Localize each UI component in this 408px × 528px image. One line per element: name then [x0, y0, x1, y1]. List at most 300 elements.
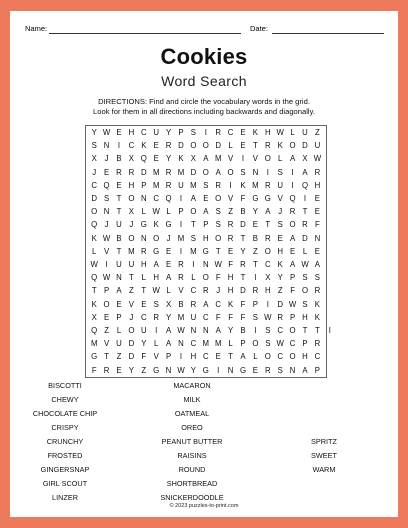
- grid-letter[interactable]: G: [202, 246, 209, 256]
- grid-letter[interactable]: B: [252, 233, 258, 243]
- grid-letter[interactable]: I: [328, 326, 331, 335]
- grid-letter[interactable]: A: [165, 326, 172, 335]
- grid-letter[interactable]: Q: [91, 326, 98, 335]
- grid-letter[interactable]: O: [227, 167, 234, 177]
- grid-letter[interactable]: R: [202, 286, 209, 296]
- grid-letter[interactable]: E: [116, 299, 122, 309]
- grid-letter[interactable]: E: [314, 194, 320, 203]
- grid-letter[interactable]: M: [177, 233, 185, 243]
- grid-letter[interactable]: I: [179, 194, 183, 203]
- grid-letter[interactable]: T: [91, 286, 97, 296]
- grid-letter[interactable]: V: [227, 154, 234, 164]
- grid-letter[interactable]: X: [190, 154, 196, 164]
- grid-letter[interactable]: P: [103, 286, 110, 296]
- grid-letter[interactable]: A: [165, 339, 172, 349]
- grid-letter[interactable]: O: [252, 339, 259, 349]
- grid-letter[interactable]: K: [91, 233, 97, 243]
- grid-letter[interactable]: T: [265, 220, 271, 230]
- grid-letter[interactable]: A: [203, 154, 209, 164]
- grid-letter[interactable]: Y: [277, 273, 283, 283]
- grid-letter[interactable]: M: [190, 246, 197, 256]
- grid-letter[interactable]: L: [253, 352, 258, 362]
- grid-letter[interactable]: B: [240, 207, 246, 217]
- grid-letter[interactable]: C: [153, 194, 160, 203]
- grid-letter[interactable]: Z: [116, 352, 122, 362]
- grid-letter[interactable]: E: [153, 154, 159, 164]
- grid-letter[interactable]: M: [190, 180, 197, 190]
- grid-letter[interactable]: R: [215, 180, 222, 190]
- name-line[interactable]: [49, 33, 241, 34]
- grid-letter[interactable]: Y: [141, 339, 147, 349]
- grid-letter[interactable]: A: [240, 352, 246, 362]
- grid-letter[interactable]: L: [278, 154, 283, 164]
- grid-letter[interactable]: W: [276, 339, 284, 349]
- grid-letter[interactable]: L: [141, 207, 146, 217]
- grid-letter[interactable]: R: [215, 128, 222, 137]
- grid-letter[interactable]: M: [202, 339, 210, 349]
- grid-letter[interactable]: G: [239, 365, 247, 375]
- grid-letter[interactable]: E: [314, 246, 320, 256]
- grid-letter[interactable]: H: [153, 273, 160, 283]
- grid-letter[interactable]: C: [140, 312, 147, 322]
- grid-letter[interactable]: D: [240, 220, 246, 230]
- grid-letter[interactable]: W: [313, 154, 322, 164]
- grid-letter[interactable]: O: [103, 299, 110, 309]
- grid-letter[interactable]: E: [240, 128, 246, 137]
- grid-letter[interactable]: C: [140, 128, 147, 137]
- grid-letter[interactable]: I: [179, 220, 183, 230]
- grid-letter[interactable]: E: [215, 352, 221, 362]
- grid-letter[interactable]: N: [314, 233, 321, 243]
- grid-letter[interactable]: F: [91, 365, 97, 375]
- grid-letter[interactable]: M: [90, 339, 98, 349]
- grid-letter[interactable]: R: [264, 141, 271, 151]
- grid-letter[interactable]: U: [153, 128, 160, 137]
- grid-letter[interactable]: A: [302, 167, 308, 177]
- grid-letter[interactable]: S: [103, 194, 110, 203]
- grid-letter[interactable]: U: [277, 180, 284, 190]
- grid-letter[interactable]: A: [302, 365, 308, 375]
- grid-letter[interactable]: L: [154, 339, 159, 349]
- grid-letter[interactable]: L: [228, 339, 233, 349]
- grid-letter[interactable]: C: [190, 286, 197, 296]
- grid-letter[interactable]: N: [202, 260, 209, 269]
- grid-letter[interactable]: L: [92, 246, 97, 256]
- grid-letter[interactable]: C: [227, 128, 234, 137]
- grid-letter[interactable]: W: [102, 233, 111, 243]
- grid-letter[interactable]: P: [178, 207, 184, 217]
- grid-letter[interactable]: Q: [289, 194, 296, 203]
- grid-letter[interactable]: Y: [91, 128, 97, 137]
- grid-letter[interactable]: I: [229, 180, 232, 190]
- grid-letter[interactable]: I: [266, 299, 269, 309]
- grid-letter[interactable]: H: [202, 233, 209, 243]
- grid-letter[interactable]: D: [215, 141, 222, 151]
- grid-letter[interactable]: H: [314, 180, 321, 190]
- grid-letter[interactable]: D: [302, 141, 308, 151]
- grid-letter[interactable]: H: [190, 352, 197, 362]
- grid-letter[interactable]: I: [117, 141, 121, 151]
- grid-letter[interactable]: G: [202, 365, 209, 375]
- grid-letter[interactable]: C: [314, 352, 321, 362]
- grid-letter[interactable]: Y: [165, 312, 172, 322]
- grid-letter[interactable]: S: [215, 207, 221, 217]
- grid-letter[interactable]: Z: [277, 286, 283, 296]
- grid-letter[interactable]: B: [116, 154, 122, 164]
- grid-letter[interactable]: J: [216, 286, 221, 296]
- grid-letter[interactable]: E: [203, 194, 209, 203]
- grid-letter[interactable]: S: [277, 220, 283, 230]
- grid-letter[interactable]: U: [302, 128, 308, 137]
- grid-letter[interactable]: N: [252, 167, 259, 177]
- grid-letter[interactable]: R: [116, 167, 122, 177]
- grid-letter[interactable]: A: [165, 273, 172, 283]
- grid-letter[interactable]: H: [264, 128, 271, 137]
- grid-letter[interactable]: T: [141, 286, 147, 296]
- grid-letter[interactable]: O: [128, 194, 135, 203]
- grid-letter[interactable]: E: [116, 180, 122, 190]
- grid-letter[interactable]: A: [265, 207, 271, 217]
- grid-letter[interactable]: C: [91, 180, 98, 190]
- grid-letter[interactable]: R: [227, 220, 234, 230]
- grid-letter[interactable]: Z: [315, 128, 320, 137]
- grid-letter[interactable]: E: [165, 260, 172, 269]
- grid-letter[interactable]: E: [252, 365, 258, 375]
- grid-letter[interactable]: S: [265, 326, 271, 335]
- grid-letter[interactable]: S: [252, 312, 258, 322]
- grid-letter[interactable]: R: [264, 233, 271, 243]
- grid-letter[interactable]: K: [178, 154, 184, 164]
- grid-letter[interactable]: S: [190, 233, 196, 243]
- grid-letter[interactable]: W: [276, 128, 284, 137]
- grid-letter[interactable]: A: [116, 286, 122, 296]
- grid-letter[interactable]: F: [141, 352, 147, 362]
- grid-letter[interactable]: P: [240, 339, 246, 349]
- grid-letter[interactable]: M: [214, 339, 222, 349]
- grid-letter[interactable]: U: [178, 180, 184, 190]
- grid-letter[interactable]: M: [152, 180, 160, 190]
- grid-letter[interactable]: U: [128, 260, 135, 269]
- grid-letter[interactable]: J: [278, 207, 283, 217]
- grid-letter[interactable]: T: [215, 246, 221, 256]
- grid-letter[interactable]: O: [153, 233, 160, 243]
- grid-letter[interactable]: J: [104, 154, 109, 164]
- grid-letter[interactable]: J: [129, 312, 134, 322]
- grid-letter[interactable]: S: [302, 299, 308, 309]
- grid-letter[interactable]: V: [178, 286, 184, 296]
- grid-letter[interactable]: Y: [240, 246, 246, 256]
- grid-letter[interactable]: W: [177, 365, 185, 375]
- grid-letter[interactable]: Y: [190, 365, 196, 375]
- grid-letter[interactable]: R: [314, 339, 321, 349]
- grid-letter[interactable]: S: [277, 365, 283, 375]
- date-line[interactable]: [272, 33, 384, 34]
- grid-letter[interactable]: D: [240, 286, 246, 296]
- grid-letter[interactable]: D: [128, 339, 135, 349]
- grid-letter[interactable]: T: [253, 141, 258, 151]
- grid-letter[interactable]: X: [128, 154, 134, 164]
- grid-letter[interactable]: I: [303, 194, 307, 203]
- grid-letter[interactable]: F: [228, 260, 233, 269]
- grid-letter[interactable]: U: [140, 326, 147, 335]
- grid-letter[interactable]: E: [240, 141, 246, 151]
- grid-letter[interactable]: T: [240, 233, 246, 243]
- grid-letter[interactable]: I: [204, 128, 207, 137]
- grid-letter[interactable]: O: [202, 167, 209, 177]
- grid-letter[interactable]: C: [128, 141, 135, 151]
- grid-letter[interactable]: D: [190, 167, 197, 177]
- grid-letter[interactable]: O: [128, 326, 135, 335]
- grid-letter[interactable]: Z: [141, 365, 147, 375]
- grid-letter[interactable]: D: [302, 233, 308, 243]
- grid-letter[interactable]: N: [140, 194, 147, 203]
- grid-letter[interactable]: S: [302, 273, 308, 283]
- grid-letter[interactable]: I: [179, 352, 183, 362]
- grid-letter[interactable]: A: [215, 167, 221, 177]
- grid-letter[interactable]: S: [265, 339, 271, 349]
- grid-letter[interactable]: K: [314, 312, 320, 322]
- grid-letter[interactable]: N: [140, 233, 147, 243]
- grid-letter[interactable]: E: [103, 167, 110, 177]
- grid-letter[interactable]: H: [140, 260, 147, 269]
- grid-letter[interactable]: L: [116, 326, 122, 335]
- grid-letter[interactable]: A: [203, 299, 209, 309]
- grid-letter[interactable]: T: [191, 220, 196, 230]
- grid-letter[interactable]: E: [165, 246, 172, 256]
- grid-letter[interactable]: P: [141, 180, 147, 190]
- grid-letter[interactable]: P: [289, 312, 296, 322]
- grid-letter[interactable]: H: [128, 128, 135, 137]
- grid-letter[interactable]: N: [178, 339, 184, 349]
- grid-letter[interactable]: L: [166, 286, 171, 296]
- grid-letter[interactable]: A: [314, 260, 320, 269]
- grid-letter[interactable]: R: [153, 312, 160, 322]
- grid-letter[interactable]: T: [253, 260, 258, 269]
- grid-letter[interactable]: O: [190, 141, 197, 151]
- grid-letter[interactable]: O: [289, 326, 296, 335]
- grid-letter[interactable]: Y: [227, 326, 234, 335]
- grid-letter[interactable]: Q: [165, 194, 172, 203]
- grid-letter[interactable]: O: [215, 194, 222, 203]
- grid-letter[interactable]: D: [140, 167, 147, 177]
- grid-letter[interactable]: U: [116, 339, 122, 349]
- grid-letter[interactable]: O: [91, 207, 98, 217]
- grid-letter[interactable]: L: [302, 246, 308, 256]
- grid-letter[interactable]: T: [104, 352, 109, 362]
- grid-letter[interactable]: T: [228, 352, 233, 362]
- grid-letter[interactable]: W: [102, 128, 111, 137]
- grid-letter[interactable]: D: [277, 299, 284, 309]
- grid-letter[interactable]: U: [314, 141, 321, 151]
- grid-letter[interactable]: L: [290, 128, 295, 137]
- grid-letter[interactable]: W: [264, 312, 272, 322]
- grid-letter[interactable]: D: [128, 352, 135, 362]
- grid-letter[interactable]: Z: [104, 326, 109, 335]
- grid-letter[interactable]: V: [103, 339, 110, 349]
- grid-letter[interactable]: I: [105, 260, 108, 269]
- grid-letter[interactable]: J: [129, 220, 134, 230]
- grid-letter[interactable]: F: [240, 194, 246, 203]
- grid-letter[interactable]: I: [179, 246, 183, 256]
- grid-letter[interactable]: Y: [165, 128, 172, 137]
- grid-letter[interactable]: J: [92, 167, 97, 177]
- grid-letter[interactable]: E: [252, 220, 258, 230]
- grid-letter[interactable]: C: [202, 312, 209, 322]
- grid-letter[interactable]: O: [202, 141, 209, 151]
- grid-letter[interactable]: Z: [228, 207, 233, 217]
- grid-letter[interactable]: J: [104, 220, 109, 230]
- grid-letter[interactable]: M: [252, 180, 259, 190]
- grid-letter[interactable]: V: [153, 352, 159, 362]
- grid-letter[interactable]: S: [190, 128, 196, 137]
- grid-letter[interactable]: A: [203, 207, 209, 217]
- grid-letter[interactable]: R: [302, 220, 308, 230]
- grid-letter[interactable]: O: [289, 352, 296, 362]
- grid-letter[interactable]: I: [217, 365, 220, 375]
- grid-letter[interactable]: G: [91, 352, 98, 362]
- grid-letter[interactable]: O: [128, 233, 135, 243]
- grid-letter[interactable]: X: [265, 273, 271, 283]
- grid-letter[interactable]: I: [291, 180, 294, 190]
- grid-letter[interactable]: Y: [128, 365, 134, 375]
- grid-letter[interactable]: M: [128, 246, 135, 256]
- grid-letter[interactable]: O: [215, 233, 222, 243]
- grid-letter[interactable]: S: [91, 141, 97, 151]
- grid-letter[interactable]: P: [165, 352, 172, 362]
- grid-letter[interactable]: O: [289, 141, 296, 151]
- grid-letter[interactable]: E: [289, 246, 296, 256]
- grid-letter[interactable]: O: [264, 154, 271, 164]
- grid-letter[interactable]: U: [116, 260, 122, 269]
- grid-letter[interactable]: O: [264, 246, 271, 256]
- grid-letter[interactable]: K: [252, 128, 258, 137]
- grid-letter[interactable]: O: [264, 352, 271, 362]
- grid-letter[interactable]: D: [91, 194, 98, 203]
- grid-letter[interactable]: Z: [129, 286, 134, 296]
- grid-letter[interactable]: R: [264, 180, 271, 190]
- grid-letter[interactable]: G: [264, 194, 271, 203]
- grid-letter[interactable]: N: [190, 326, 197, 335]
- grid-letter[interactable]: W: [177, 326, 185, 335]
- grid-letter[interactable]: Q: [103, 180, 110, 190]
- grid-letter[interactable]: C: [215, 299, 222, 309]
- grid-letter[interactable]: R: [165, 180, 172, 190]
- grid-letter[interactable]: K: [227, 299, 234, 309]
- grid-letter[interactable]: I: [291, 167, 294, 177]
- grid-letter[interactable]: V: [103, 246, 110, 256]
- grid-letter[interactable]: N: [227, 365, 234, 375]
- grid-letter[interactable]: P: [314, 365, 320, 375]
- grid-letter[interactable]: L: [166, 207, 171, 217]
- grid-letter[interactable]: Q: [91, 273, 98, 283]
- grid-letter[interactable]: R: [289, 207, 296, 217]
- grid-letter[interactable]: V: [128, 299, 134, 309]
- grid-letter[interactable]: E: [116, 128, 122, 137]
- grid-letter[interactable]: F: [240, 299, 246, 309]
- grid-letter[interactable]: Y: [252, 207, 258, 217]
- grid-letter[interactable]: L: [191, 273, 196, 283]
- grid-letter[interactable]: Q: [91, 220, 98, 230]
- grid-letter[interactable]: K: [277, 141, 283, 151]
- grid-letter[interactable]: N: [103, 141, 110, 151]
- grid-letter[interactable]: M: [177, 167, 185, 177]
- grid-letter[interactable]: W: [152, 207, 160, 217]
- grid-letter[interactable]: B: [116, 233, 122, 243]
- grid-letter[interactable]: K: [277, 260, 283, 269]
- grid-letter[interactable]: E: [153, 141, 159, 151]
- grid-letter[interactable]: G: [165, 220, 172, 230]
- grid-letter[interactable]: O: [190, 207, 197, 217]
- grid-letter[interactable]: Z: [253, 246, 258, 256]
- grid-letter[interactable]: R: [314, 167, 321, 177]
- grid-letter[interactable]: H: [128, 180, 135, 190]
- grid-letter[interactable]: T: [116, 194, 122, 203]
- grid-letter[interactable]: P: [289, 273, 296, 283]
- grid-letter[interactable]: K: [91, 299, 97, 309]
- grid-letter[interactable]: F: [215, 312, 221, 322]
- grid-letter[interactable]: C: [277, 352, 284, 362]
- grid-letter[interactable]: G: [140, 220, 147, 230]
- grid-letter[interactable]: K: [240, 180, 246, 190]
- grid-letter[interactable]: W: [214, 260, 222, 269]
- grid-letter[interactable]: X: [165, 299, 172, 309]
- grid-letter[interactable]: H: [302, 352, 308, 362]
- grid-letter[interactable]: S: [277, 167, 283, 177]
- grid-letter[interactable]: X: [91, 312, 97, 322]
- grid-letter[interactable]: N: [165, 365, 172, 375]
- grid-letter[interactable]: R: [240, 260, 246, 269]
- grid-letter[interactable]: A: [289, 154, 296, 164]
- grid-letter[interactable]: O: [202, 273, 209, 283]
- grid-letter[interactable]: V: [277, 194, 283, 203]
- grid-letter[interactable]: F: [215, 273, 221, 283]
- grid-letter[interactable]: A: [190, 194, 196, 203]
- grid-letter[interactable]: R: [314, 286, 321, 296]
- grid-letter[interactable]: K: [314, 299, 320, 309]
- grid-letter[interactable]: B: [178, 299, 184, 309]
- grid-letter[interactable]: I: [254, 273, 257, 283]
- grid-letter[interactable]: P: [178, 128, 184, 137]
- grid-letter[interactable]: L: [141, 273, 146, 283]
- grid-letter[interactable]: R: [178, 260, 184, 269]
- grid-letter[interactable]: E: [227, 246, 234, 256]
- grid-letter[interactable]: I: [241, 154, 245, 164]
- grid-letter[interactable]: U: [190, 312, 197, 322]
- grid-letter[interactable]: R: [190, 299, 197, 309]
- grid-letter[interactable]: Q: [140, 154, 147, 164]
- grid-letter[interactable]: T: [129, 273, 134, 283]
- grid-letter[interactable]: C: [202, 352, 209, 362]
- grid-letter[interactable]: K: [141, 141, 147, 151]
- grid-letter[interactable]: F: [290, 286, 295, 296]
- grid-letter[interactable]: E: [103, 312, 110, 322]
- grid-letter[interactable]: T: [116, 207, 122, 217]
- grid-letter[interactable]: T: [302, 207, 308, 217]
- grid-letter[interactable]: A: [289, 233, 296, 243]
- grid-letter[interactable]: S: [153, 299, 159, 309]
- grid-letter[interactable]: R: [252, 286, 259, 296]
- grid-letter[interactable]: S: [314, 273, 320, 283]
- grid-letter[interactable]: R: [277, 312, 284, 322]
- grid-letter[interactable]: P: [252, 299, 258, 309]
- grid-letter[interactable]: P: [116, 312, 122, 322]
- grid-letter[interactable]: T: [302, 326, 308, 335]
- grid-letter[interactable]: S: [203, 180, 209, 190]
- grid-letter[interactable]: N: [289, 365, 296, 375]
- grid-letter[interactable]: E: [314, 207, 320, 217]
- grid-letter[interactable]: M: [177, 312, 185, 322]
- grid-letter[interactable]: U: [116, 220, 122, 230]
